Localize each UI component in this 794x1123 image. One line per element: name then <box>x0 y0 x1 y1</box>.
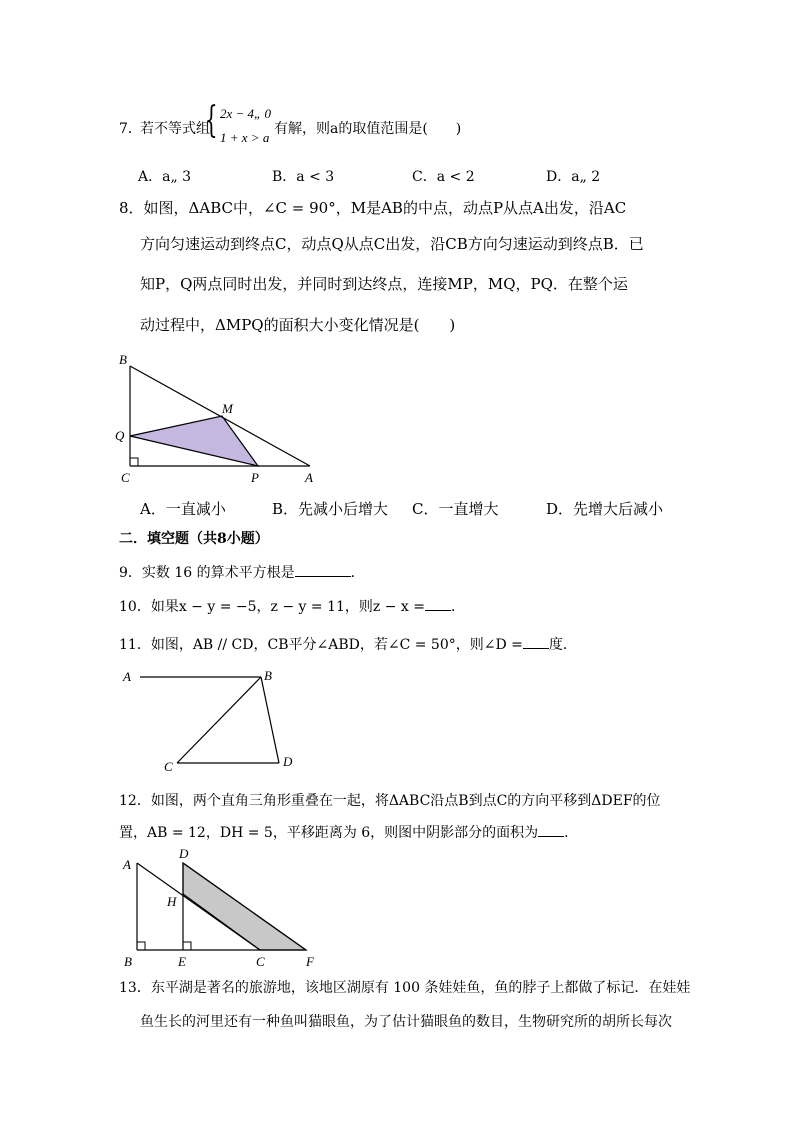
q12-label-a: A <box>123 857 131 872</box>
q13-line-1: 13．东平湖是著名的旅游地，该地区湖原有 100 条娃娃鱼，鱼的脖子上都做了标记．在娃娃 <box>119 980 691 996</box>
q7-prefix: 若不等式组 <box>140 121 210 137</box>
section-title: 二．填空题（共8小题） <box>119 531 269 547</box>
q7-option-d: D．a„ 2 <box>546 169 601 185</box>
q11-label-b: B <box>264 668 272 683</box>
q9-period: ． <box>350 565 365 581</box>
q12-prompt: 置，AB = 12，DH = 5，平移距离为 6，则图中阴影部分的面积为 <box>119 825 539 841</box>
q12-label-e: E <box>178 954 186 969</box>
q11-label-a: A <box>123 669 131 684</box>
q8-option-a: A．一直减小 <box>140 500 226 518</box>
q10-prompt: 10．如果x − y = −5，z − y = 11，则z − x = <box>119 599 425 615</box>
q8-option-d: D．先增大后减小 <box>546 500 664 518</box>
q7-brace: { <box>205 100 218 141</box>
q8-label-c: C <box>121 470 130 485</box>
q11-label-d: D <box>283 754 293 769</box>
q8-label-m: M <box>222 401 233 416</box>
q8-option-c: C．一直增大 <box>412 500 499 518</box>
q7-inequality-2: 1 + x > a <box>220 130 270 145</box>
q7-suffix: 有解，则a的取值范围是( ) <box>274 121 462 137</box>
q12-right-angle-b <box>137 942 145 950</box>
q8-option-b: B．先减小后增大 <box>272 500 389 518</box>
q12-line-1: 12．如图，两个直角三角形重叠在一起，将ΔABC沿点B到点C的方向平移到ΔDEF的位 <box>119 793 661 809</box>
q7-option-b: B．a < 3 <box>272 169 335 185</box>
q8-line-2: 方向匀速运动到终点C，动点Q从点C出发，沿CB方向匀速运动到终点B．已 <box>140 235 644 253</box>
q12-label-d: D <box>179 846 189 861</box>
q8-line-4: 动过程中，ΔMPQ的面积大小变化情况是( ) <box>140 316 456 334</box>
q8-label-q: Q <box>115 428 125 443</box>
q11-label-c: C <box>164 759 173 774</box>
q8-line-3: 知P，Q两点同时出发，并同时到达终点，连接MP，MQ，PQ．在整个运 <box>140 275 628 293</box>
q8-line-1: 8．如图，ΔABC中，∠C = 90°，M是AB的中点，动点P从点A出发，沿AC <box>119 199 627 217</box>
q7-inequality-1: 2x − 4„ 0 <box>220 106 272 121</box>
q11-prompt: 11．如图，AB // CD，CB平分∠ABD，若∠C = 50°，则∠D = <box>119 637 523 653</box>
q12-label-h: H <box>167 894 177 909</box>
q10-period: ． <box>450 599 465 615</box>
q7-option-a: A．a„ 3 <box>138 169 192 185</box>
q12-right-angle-e <box>183 942 191 950</box>
q12-label-c: C <box>256 954 265 969</box>
q12-label-b: B <box>124 954 132 969</box>
q13-line-2: 鱼生长的河里还有一种鱼叫猫眼鱼，为了估计猫眼鱼的数目，生物研究所的胡所长每次 <box>140 1014 672 1030</box>
q11-unit: 度． <box>548 637 577 653</box>
q8-label-p: P <box>251 470 259 485</box>
q7-number: 7． <box>119 121 142 137</box>
q12-period: ． <box>564 825 579 841</box>
q8-label-a: A <box>305 470 313 485</box>
q9-prompt: 9．实数 16 的算术平方根是 <box>119 565 295 581</box>
q12-label-f: F <box>306 954 314 969</box>
q7-option-c: C．a < 2 <box>412 169 475 185</box>
q8-label-b: B <box>119 352 127 367</box>
